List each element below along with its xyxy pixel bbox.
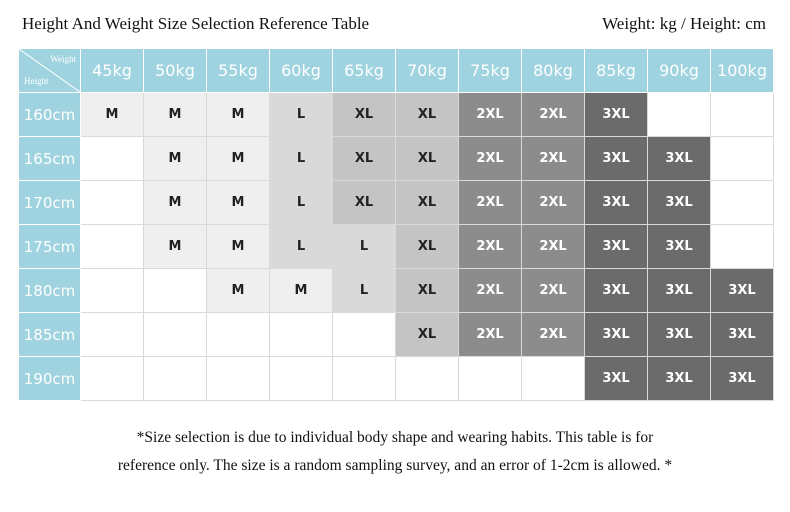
corner-weight-label: Weight bbox=[50, 54, 76, 64]
weight-header-50kg: 50kg bbox=[144, 49, 207, 93]
size-cell: XL bbox=[396, 225, 459, 269]
size-cell bbox=[144, 269, 207, 313]
weight-header-80kg: 80kg bbox=[522, 49, 585, 93]
weight-header-75kg: 75kg bbox=[459, 49, 522, 93]
size-cell bbox=[81, 357, 144, 401]
weight-header-55kg: 55kg bbox=[207, 49, 270, 93]
weight-header-70kg: 70kg bbox=[396, 49, 459, 93]
size-cell: 3XL bbox=[648, 313, 711, 357]
size-cell: L bbox=[270, 181, 333, 225]
size-cell: 3XL bbox=[648, 357, 711, 401]
size-cell: 3XL bbox=[648, 225, 711, 269]
size-cell bbox=[81, 313, 144, 357]
size-cell: L bbox=[270, 137, 333, 181]
size-cell: M bbox=[144, 93, 207, 137]
footnote bbox=[0, 424, 790, 480]
size-cell bbox=[270, 357, 333, 401]
footnote-line-1: *Size selection is due to individual body shape and wearing habits. This table is for bbox=[136, 429, 654, 446]
height-header-190cm: 190cm bbox=[19, 357, 81, 401]
size-cell: 2XL bbox=[459, 313, 522, 357]
size-cell: XL bbox=[333, 93, 396, 137]
size-cell bbox=[522, 357, 585, 401]
size-cell bbox=[207, 357, 270, 401]
table-row bbox=[19, 357, 774, 401]
size-cell bbox=[648, 93, 711, 137]
size-cell: 2XL bbox=[459, 181, 522, 225]
height-header-165cm: 165cm bbox=[19, 137, 81, 181]
corner-cell bbox=[19, 49, 81, 93]
weight-header-85kg: 85kg bbox=[585, 49, 648, 93]
size-cell bbox=[396, 357, 459, 401]
size-cell: M bbox=[207, 93, 270, 137]
size-cell: L bbox=[270, 93, 333, 137]
size-cell: 2XL bbox=[459, 269, 522, 313]
size-cell: M bbox=[207, 225, 270, 269]
table-row bbox=[19, 269, 774, 313]
weight-header-90kg: 90kg bbox=[648, 49, 711, 93]
units-label: Weight: kg / Height: cm bbox=[602, 14, 766, 33]
size-cell: M bbox=[81, 93, 144, 137]
size-cell bbox=[459, 357, 522, 401]
size-cell: 3XL bbox=[585, 269, 648, 313]
height-header-185cm: 185cm bbox=[19, 313, 81, 357]
size-cell: XL bbox=[396, 313, 459, 357]
size-cell: 2XL bbox=[522, 313, 585, 357]
size-cell: 2XL bbox=[522, 269, 585, 313]
size-cell bbox=[81, 181, 144, 225]
size-cell: 2XL bbox=[522, 225, 585, 269]
size-cell: 3XL bbox=[585, 357, 648, 401]
size-cell: 3XL bbox=[711, 269, 774, 313]
size-cell: L bbox=[333, 269, 396, 313]
table-row bbox=[19, 181, 774, 225]
weight-header-60kg: 60kg bbox=[270, 49, 333, 93]
size-cell: XL bbox=[396, 181, 459, 225]
weight-header-100kg: 100kg bbox=[711, 49, 774, 93]
size-cell bbox=[711, 181, 774, 225]
size-cell bbox=[81, 137, 144, 181]
table-row bbox=[19, 137, 774, 181]
height-header-175cm: 175cm bbox=[19, 225, 81, 269]
size-cell: L bbox=[270, 225, 333, 269]
size-cell: 3XL bbox=[648, 181, 711, 225]
size-cell: M bbox=[144, 137, 207, 181]
size-cell: 3XL bbox=[585, 225, 648, 269]
weight-header-65kg: 65kg bbox=[333, 49, 396, 93]
height-header-160cm: 160cm bbox=[19, 93, 81, 137]
size-chart-table bbox=[18, 48, 774, 401]
weight-header-row bbox=[19, 49, 774, 93]
size-cell: XL bbox=[396, 93, 459, 137]
size-cell: M bbox=[207, 181, 270, 225]
size-cell: XL bbox=[333, 137, 396, 181]
size-cell: 3XL bbox=[711, 357, 774, 401]
size-cell bbox=[144, 313, 207, 357]
size-cell bbox=[711, 93, 774, 137]
size-cell: M bbox=[144, 225, 207, 269]
table-row bbox=[19, 93, 774, 137]
size-cell: 3XL bbox=[648, 137, 711, 181]
size-cell: 2XL bbox=[459, 225, 522, 269]
size-cell: 3XL bbox=[585, 313, 648, 357]
size-cell bbox=[144, 357, 207, 401]
size-cell: 2XL bbox=[522, 181, 585, 225]
size-cell: M bbox=[207, 269, 270, 313]
size-cell: 3XL bbox=[585, 93, 648, 137]
size-cell: 3XL bbox=[585, 137, 648, 181]
table-row bbox=[19, 225, 774, 269]
size-cell bbox=[711, 225, 774, 269]
page-title: Height And Weight Size Selection Reference Table bbox=[22, 14, 370, 33]
size-cell: 3XL bbox=[648, 269, 711, 313]
size-cell: 2XL bbox=[459, 137, 522, 181]
size-cell: 2XL bbox=[459, 93, 522, 137]
size-cell: M bbox=[207, 137, 270, 181]
size-cell: 2XL bbox=[522, 93, 585, 137]
size-cell bbox=[207, 313, 270, 357]
corner-height-label: Height bbox=[24, 76, 49, 86]
footnote-line-2: reference only. The size is a random sampling survey, and an error of 1-2cm is allowed. * bbox=[117, 457, 673, 474]
size-cell: 3XL bbox=[585, 181, 648, 225]
table-row bbox=[19, 313, 774, 357]
size-cell: M bbox=[144, 181, 207, 225]
size-cell: M bbox=[270, 269, 333, 313]
size-cell bbox=[711, 137, 774, 181]
height-header-170cm: 170cm bbox=[19, 181, 81, 225]
size-cell: XL bbox=[333, 181, 396, 225]
weight-header-45kg: 45kg bbox=[81, 49, 144, 93]
size-cell: XL bbox=[396, 137, 459, 181]
size-cell: 3XL bbox=[711, 313, 774, 357]
size-cell: XL bbox=[396, 269, 459, 313]
size-cell: L bbox=[333, 225, 396, 269]
size-cell bbox=[81, 225, 144, 269]
size-cell bbox=[333, 357, 396, 401]
size-cell bbox=[333, 313, 396, 357]
size-cell: 2XL bbox=[522, 137, 585, 181]
size-cell bbox=[270, 313, 333, 357]
size-cell bbox=[81, 269, 144, 313]
height-header-180cm: 180cm bbox=[19, 269, 81, 313]
